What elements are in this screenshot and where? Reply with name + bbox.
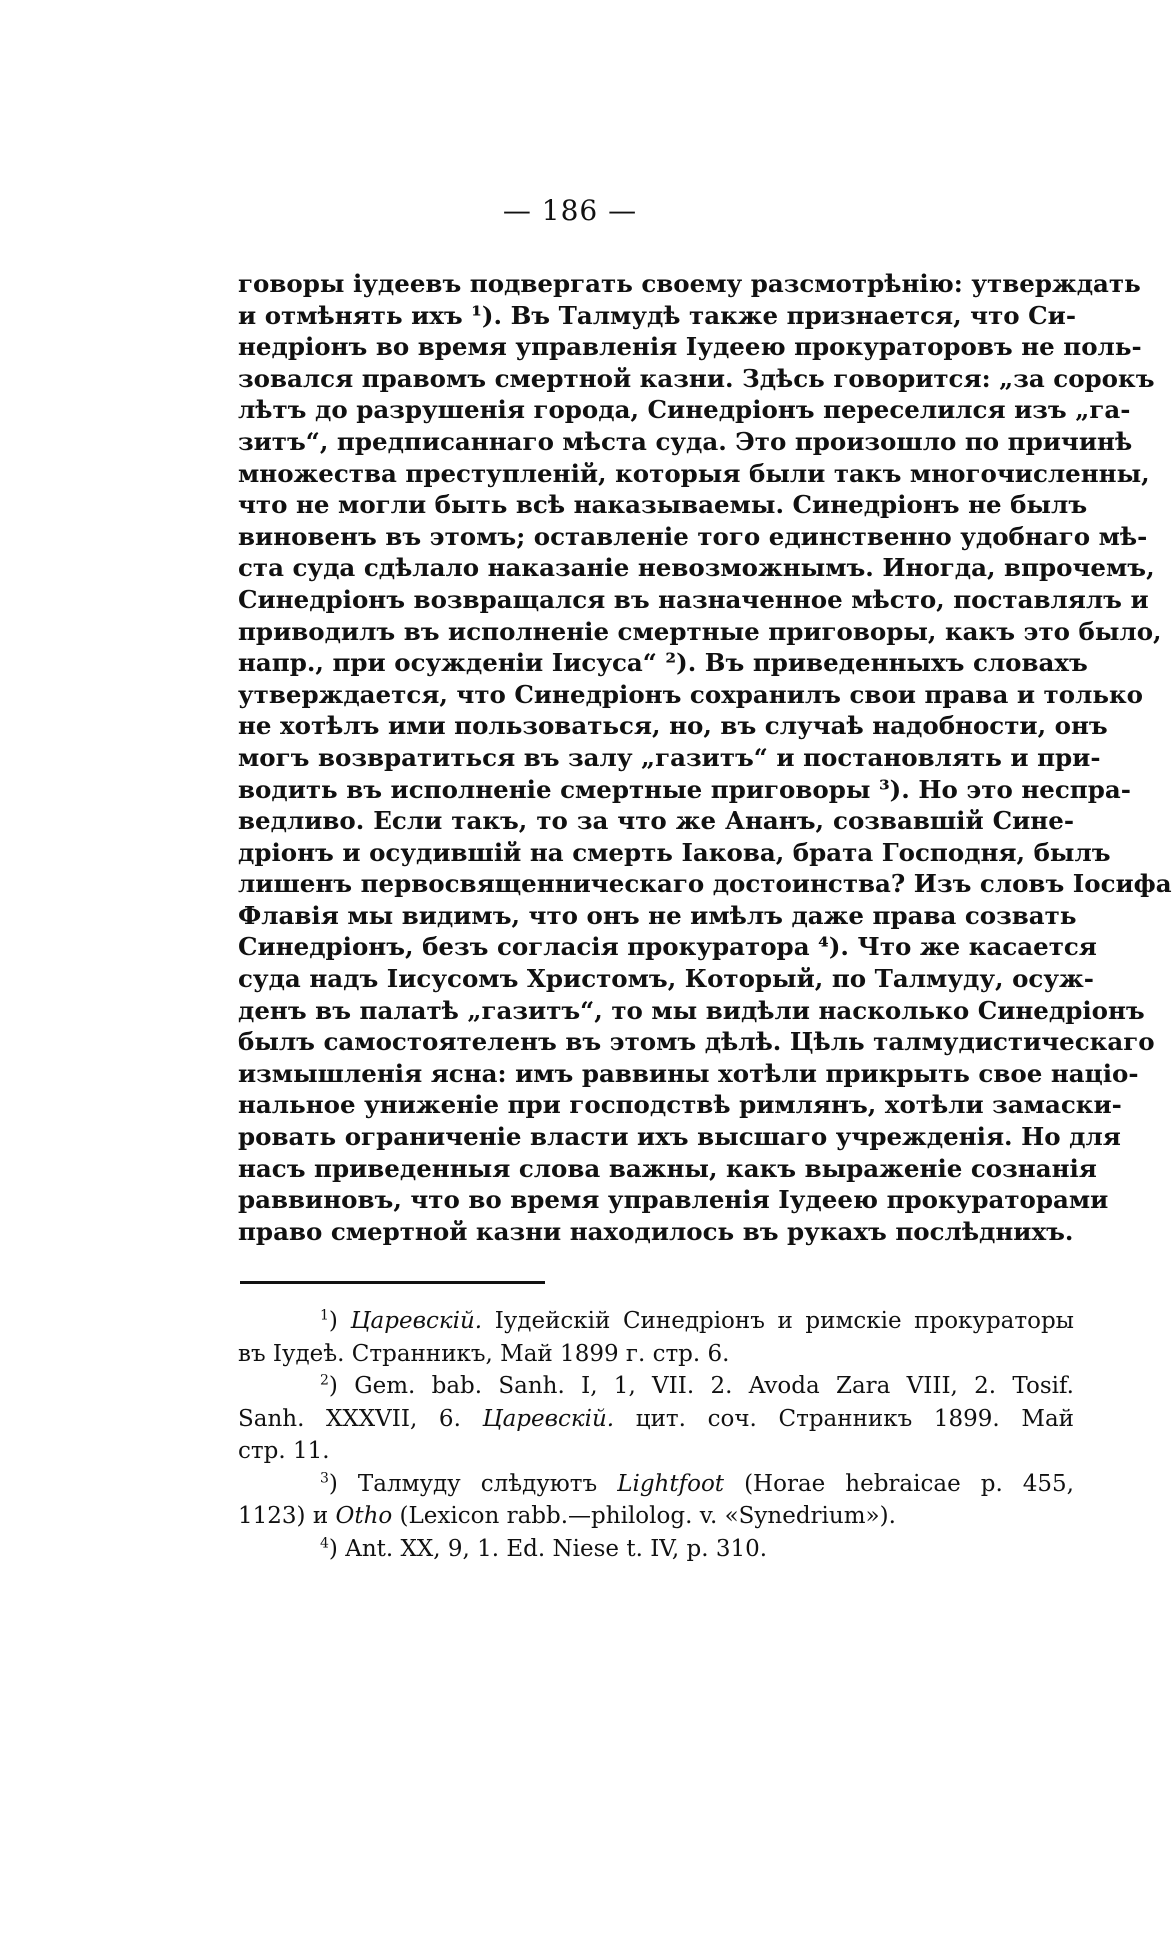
body-line: измышленія ясна: имъ раввины хотѣли прикрыть свое націо- [238,1058,1139,1088]
body-line: былъ самостоятеленъ въ этомъ дѣлѣ. Цѣль талмудистическаго [238,1027,1155,1057]
footnote-author: Царевскій. [350,1308,483,1334]
footnote-3-cont [238,1500,1074,1533]
body-line: приводилъ въ исполненіе смертные приговоры, какъ это было, [238,616,1162,646]
body-line: лѣтъ до разрушенія города, Синедріонъ переселился изъ „га- [238,395,1131,425]
footnote-text: 1123) и [238,1503,336,1529]
body-line: ровать ограниченіе власти ихъ высшаго учрежденія. Но для [238,1122,1121,1152]
footnote-2-cont [238,1403,1074,1436]
body-line: нальное униженіе при господствѣ римлянъ, хотѣли замаски- [238,1090,1122,1120]
body-line: ста суда сдѣлало наказаніе невозможнымъ. Иногда, впрочемъ, [238,553,1155,583]
body-line: водить въ исполненіе смертные приговоры ³). Но это неспра- [238,774,1131,804]
body-line: лишенъ первосвященническаго достоинства? Изъ словъ Іосифа [238,869,1172,899]
footnote-text: Ant. XX, 9, 1. Ed. Niese t. IV, p. 310. [345,1535,768,1562]
footnote-text: Талмуду слѣдуютъ [357,1470,618,1497]
body-line: дріонъ и осудившій на смерть Іакова, брата Господня, былъ [238,837,1111,867]
body-line: суда надъ Іисусомъ Христомъ, Который, по Талмуду, осуж- [238,964,1094,994]
body-line: напр., при осужденіи Іисуса“ ²). Въ приведенныхъ словахъ [238,648,1088,678]
body-line: Синедріонъ, безъ согласія прокуратора ⁴). Что же касается [238,932,1097,962]
footnote-author: Царевскій. [482,1405,615,1432]
footnote-text: (Lexicon rabb.—philolog. v. «Synedrium»). [392,1503,896,1529]
footnote-divider [240,1281,545,1284]
footnote-text: Sanh. XXXVII, 6. [238,1405,483,1432]
body-line: могъ возвратиться въ залу „газитъ“ и постановлять и при- [238,742,1101,772]
footnote-marker: 2 [320,1372,329,1389]
footnote-text: Gem. bab. Sanh. I, 1, VII. 2. Avoda Zara VIII, 2. Tosif. [354,1373,1074,1399]
footnote-author: Lightfoot [617,1470,725,1497]
body-line: недріонъ во время управленія Іудеею прокураторовъ не поль- [238,332,1142,362]
body-line: что не могли быть всѣ наказываемы. Синедріонъ не былъ [238,490,1088,520]
body-line: говоры іудеевъ подвергать своему разсмотрѣнію: утверждать [238,269,1141,298]
body-line: Флавія мы видимъ, что онъ не имѣлъ даже права созвать [238,900,1077,930]
footnote-text: цит. соч. Странникъ 1899. Май [614,1405,1074,1432]
footnote-2-cont: стр. 11. [238,1438,330,1464]
footnote-marker: 3 [320,1469,329,1486]
body-line: виновенъ въ этомъ; оставленіе того единственно удобнаго мѣ- [238,521,1148,551]
body-line: не хотѣлъ ими пользоваться, но, въ случаѣ надобности, онъ [238,711,1108,741]
footnote-4: $^4$) Ant. XX, 9, 1. Ed. Niese t. IV, p. 310. [320,1534,768,1562]
footnote-author: Otho [335,1503,393,1529]
body-line: ведливо. Если такъ, то за что же Ананъ, созвавшій Сине- [238,806,1074,836]
footnote-2: $^2$) Gem. bab. Sanh. I, 1, VII. 2. Avoda Zara VIII, 2. Tosif. [320,1372,1074,1399]
body-line: Синедріонъ возвращался въ назначенное мѣсто, поставлялъ и [238,584,1149,614]
body-line: насъ приведенныя слова важны, какъ выраженіе сознанія [238,1153,1097,1183]
body-line: право смертной казни находилось въ рукахъ послѣднихъ. [238,1216,1074,1246]
body-line: зитъ“, предписаннаго мѣста суда. Это произошло по причинѣ [238,426,1133,456]
body-line: множества преступленій, которыя были такъ многочисленны, [238,458,1150,488]
footnotes [238,1305,1074,1565]
footnote-marker: 1 [320,1307,329,1324]
footnote-1-cont: въ Іудеѣ. Странникъ, Май 1899 г. стр. 6. [238,1340,730,1367]
body-line: утверждается, что Синедріонъ сохранилъ свои права и только [238,679,1144,709]
footnote-marker: 4 [320,1534,329,1551]
body-line: раввиновъ, что во время управленія Іудеею прокураторами [238,1185,1109,1215]
footnote-1: $^1$) Царевскій. Іудейскій Синедріонъ и римскіе прокураторы [320,1307,1074,1334]
body-line: и отмѣнять ихъ ¹). Въ Талмудѣ также признается, что Си- [238,300,1077,330]
footnote-text: Іудейскій Синедріонъ и римскіе прокураторы [482,1308,1074,1334]
footnote-text: (Horae hebraicae p. 455, [724,1470,1074,1497]
body-line: денъ въ палатѣ „газитъ“, то мы видѣли насколько Синедріонъ [238,995,1145,1025]
body-line: зовался правомъ смертной казни. Здѣсь говорится: „за сорокъ [238,363,1155,393]
footnote-3: $^3$) Талмуду слѣдуютъ Lightfoot (Horae hebraicae p. 455, [320,1469,1074,1497]
page-number: — 186 — [502,194,638,227]
body-text [238,268,1172,1247]
